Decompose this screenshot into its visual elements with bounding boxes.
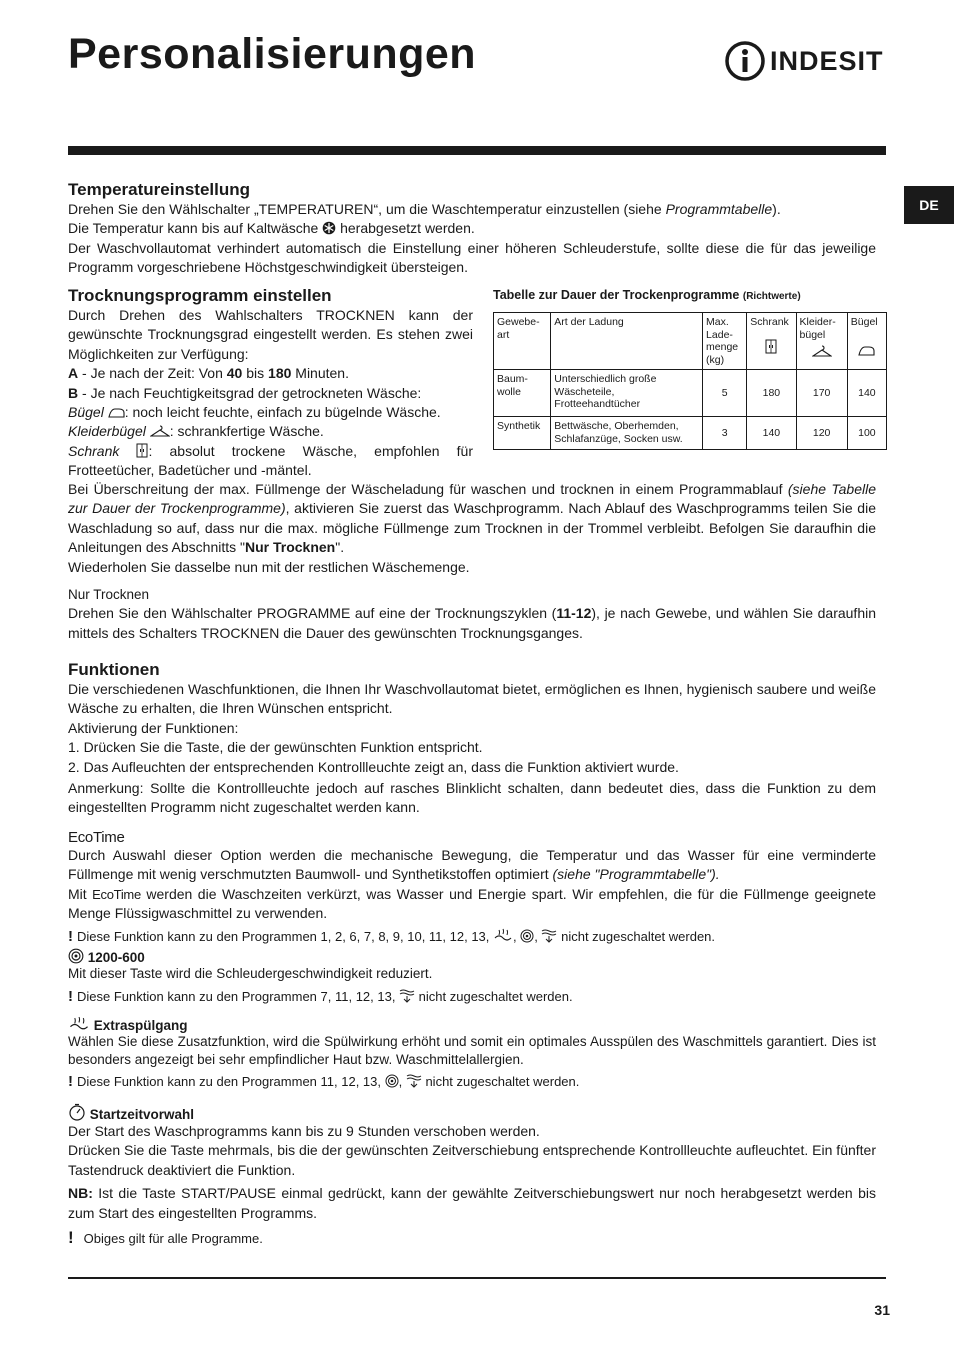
table-cell: Bettwäsche, Oberhemden, Schlafanzüge, Socken usw. [551,417,703,450]
language-tab: DE [904,186,954,224]
table-cell: 120 [796,417,847,450]
table-cell: Baum-wolle [494,370,551,417]
drying-duration-table [493,312,887,450]
timer-icon [68,1103,86,1121]
cupboard-icon [765,339,777,354]
table-cell: 140 [747,417,796,450]
table-header-cell: Schrank [747,313,796,370]
iron-icon [108,407,125,419]
table-header-cell: Art der Ladung [551,313,703,370]
page-title: Personalisierungen [68,30,477,78]
extra-rinse-icon [68,1016,90,1032]
drain-icon [406,1073,422,1088]
drying-table-block [493,288,887,450]
ecotime-label: EcoTime [68,829,125,846]
table-cell: Synthetik [494,417,551,450]
table-header-cell: Gewebe-art [494,313,551,370]
table-header-cell: Max. Lade-menge (kg) [703,313,747,370]
table-cell: Unterschiedlich große Wäscheteile, Frotteehandtücher [551,370,703,417]
snowflake-icon [322,221,336,235]
temperature-text: Drehen Sie den Wählschalter „TEMPERATUREN“, um die Waschtemperatur einzustellen (siehe Programmtabelle). Die Temperatur kann bis auf Kaltwäsche herabgesetzt werden. Der Waschvollautomat verhindert automatisch die Einstellung einer höheren Schleuderstufe, sollte diese die für das jeweilige Programm vorgeschriebene Höchstgeschwindigkeit übersteigen. [68,201,876,276]
spin-icon [385,1074,399,1088]
hanger-icon [150,425,170,438]
iron-icon [858,345,875,357]
spin-section: 1200-600 Mit dieser Taste wird die Schleudergeschwindigkeit reduziert. ! Diese Funktion kann zu den Programmen 7, 11, 12, 13, nicht zugeschaltet werden. [68,950,573,1005]
nur-trocknen-section: Nur Trocknen Drehen Sie den Wählschalter PROGRAMME auf eine der Trocknungszyklen (11-12), je nach Gewebe, und wählen Sie daraufhin mittels des Schalters TROCKNEN die Dauer des gewünschten Trocknungsganges. [68,587,876,641]
extra-rinse-icon [493,928,513,943]
delay-start-section: Startzeitvorwahl Der Start des Waschprogramms kann bis zu 9 Stunden verschoben werden. Drücken Sie die Taste mehrmals, bis die der gewünschten Zeitverschiebung entsprechende Kontrollleuchte aufleuchtet. Ein fünfter Tastendruck deaktiviert die Funktion. NB: Ist die Taste START/PAUSE einmal gedrückt, kann der gewählte Zeitverschiebungswert nur noch herabgesetzt werden bis zum Start des eingestellten Programms. ! Obiges gilt für alle Programme. [68,1103,876,1248]
drain-icon [541,928,557,943]
table-header-cell: Kleider-bügel [796,313,847,370]
extra-rinse-label: Extraspülgang [93,1018,188,1033]
table-cell: 5 [703,370,747,417]
table-row [494,370,887,417]
indesit-logo [724,40,889,82]
drain-icon [399,988,415,1003]
table-cell: 170 [796,370,847,417]
table-header-row [494,313,887,370]
spin-icon [68,948,84,964]
drying-text: Durch Drehen des Wahlschalters TROCKNEN kann der gewünschte Trocknungsgrad eingestellt werden. Es stehen zwei Möglichkeiten zur Verfügung: A - Je nach der Zeit: Von 40 bis 180 Minuten. B - Je nach Feuchtigkeitsgrad der getrockneten Wäsche: Bügel : noch leicht feuchte, einfach zu bügelnde Wäsche. Kleiderbügel : schrankfertige Wäsche. Schrank : absolut trockene Wäsche, empfohlen für Frotteetücher, Badetücher und -mäntel. [68,307,474,479]
table-cell: 180 [747,370,796,417]
temperature-heading: Temperatureinstellung [68,180,250,199]
spin-label: 1200-600 [87,950,145,965]
page-number: 31 [874,1302,890,1318]
functions-heading: Funktionen [68,660,160,679]
delay-start-label: Startzeitvorwahl [89,1107,195,1122]
table-cell: 140 [847,370,886,417]
table-caption: Tabelle zur Dauer der Trockenprogramme (Richtwerte) [493,288,801,302]
ecotime-section: EcoTime Durch Auswahl dieser Option werden die mechanische Bewegung, die Temperatur und das Wasser für eine verminderte Füllmenge mit wenig verschmutzten Baumwoll- und Synthetikstoffen optimiert (siehe "Programmtabelle"). Mit EcoTime werden die Waschzeiten verkürzt, was Wasser und Energie spart. Wir empfehlen, die für die Füllmenge geeignete Menge Flüssigwaschmittel zu verwenden. ! Diese Funktion kann zu den Programmen 1, 2, 6, 7, 8, 9, 10, 11, 12, 13, , , nicht zugeschaltet werden. [68,829,876,945]
brand-text: INDESIT [770,46,884,76]
spin-icon [520,929,534,943]
table-cell: 3 [703,417,747,450]
cupboard-icon [136,443,148,458]
drying-overload-text: Bei Überschreitung der max. Füllmenge der Wäscheladung für waschen und trocknen in einem Programmablauf (siehe Tabelle zur Dauer der Trockenprogramme), aktivieren Sie zuerst das Waschprogramm. Nach Ablauf des Waschprogramms teilen Sie die Waschladung so auf, dass nur die max. mögliche Füllmenge zum Trocknen in der Trommel verbleibt. Befolgen Sie daraufhin die Anleitungen des Abschnitts "Nur Trocknen". Wiederholen Sie dasselbe nun mit der restlichen Wäschemenge. [68,481,876,575]
footer-divider [68,1277,886,1279]
table-row [494,417,887,450]
header-divider [68,146,886,155]
hanger-icon [812,345,832,358]
ecotime-inline-label: EcoTime [92,886,141,902]
temperature-section [68,180,876,278]
nur-trocknen-heading: Nur Trocknen [68,587,150,602]
extra-rinse-section: Extraspülgang Wählen Sie diese Zusatzfunktion, wird die Spülwirkung erhöht und somit ein optimales Ausspülen des Waschmittels garantiert. Dies ist besonders angezeigt bei sehr empfindlicher Haut bzw. Waschmittelallergien. ! Diese Funktion kann zu den Programmen 11, 12, 13, , nicht zugeschaltet werden. [68,1018,876,1090]
drying-heading: Trocknungsprogramm einstellen [68,286,332,305]
table-cell: 100 [847,417,886,450]
functions-section: Funktionen Die verschiedenen Waschfunktionen, die Ihnen Ihr Waschvollautomat bietet, ermöglichen es Ihnen, hygienisch saubere und weiße Wäsche zu erhalten, die Ihren Wünschen entspricht. Aktivierung der Funktionen: 1. Drücken Sie die Taste, die der gewünschten Funktion entspricht. 2. Das Aufleuchten der entsprechenden Kontrollleuchte zeigt an, dass die Funktion aktiviert wurde. Anmerkung: Sollte die Kontrollleuchte jedoch auf rasches Blinklicht schalten, dann bedeutet dies, dass die Funktion zu dem eingestellten Programm nicht zugeschaltet werden kann. [68,660,876,816]
drying-section [68,286,473,481]
table-header-cell: Bügel [847,313,886,370]
